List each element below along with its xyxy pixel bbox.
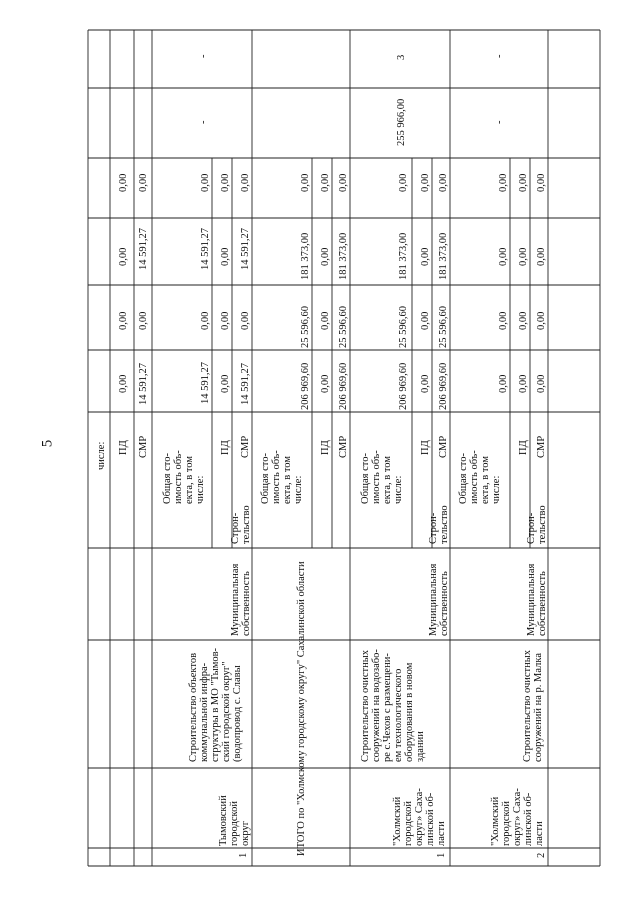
itogo-title: ИТОГО по "Холмскому городскому округу" Сахалинской области: [296, 561, 307, 856]
svg-text:числе:: числе:: [96, 441, 107, 470]
hdr-pd-v4: 0,00: [118, 173, 129, 192]
b3-smr-v2: 25 596,60: [438, 306, 449, 348]
b1-total-v4: 0,00: [200, 173, 211, 192]
b4-total-v3: 0,00: [498, 247, 509, 266]
b4-total-v1: 0,00: [498, 374, 509, 393]
itogo-smr-v1: 206 969,60: [338, 362, 349, 410]
svg-text:Общая сто-имость объ-екта, в т: Общая сто-имость объ-екта, в томчисле:: [162, 450, 206, 504]
hdr-smr-v1: 14 591,27: [138, 363, 149, 405]
svg-text:Общая сто-имость объ-екта, в т: Общая сто-имость объ-екта, в томчисле:: [260, 450, 304, 504]
itogo-total-v4: 0,00: [300, 173, 311, 192]
b1-total-v1: 14 591,27: [200, 362, 211, 404]
b4-ownership: [526, 564, 548, 636]
b3-pd-v2: 0,00: [420, 311, 431, 330]
b4-num: 2: [536, 852, 547, 858]
b3-pd-v1: 0,00: [420, 374, 431, 393]
b3-ownership: [428, 564, 450, 636]
b1-pd-v4: 0,00: [220, 173, 231, 192]
header-smr: СМР: [138, 435, 149, 458]
header-label: [96, 442, 107, 470]
itogo-total-v2: 25 596,60: [300, 306, 311, 348]
svg-text:Строн-тельство: Строн-тельство: [230, 505, 252, 544]
b3-total-v2: 25 596,60: [398, 306, 409, 348]
itogo-pd-v4: 0,00: [320, 173, 331, 192]
b3-smr-v1: 206 969,60: [438, 362, 449, 410]
hdr-pd-v1: 0,00: [118, 374, 129, 393]
b4-smr-v4: 0,00: [536, 173, 547, 192]
hdr-smr-v3: 14 591,27: [138, 228, 149, 270]
itogo-smr-label: СМР: [338, 435, 349, 458]
svg-text:Строн-тельство: Строн-тельство: [428, 505, 450, 544]
b1-extra2: -: [198, 54, 209, 58]
itogo-total-v3: 181 373,00: [300, 232, 311, 280]
b4-total-label: [458, 450, 502, 504]
b4-extra1: -: [494, 120, 505, 124]
b1-ownership: [230, 564, 252, 636]
b4-total-v4: 0,00: [498, 173, 509, 192]
b3-work: [428, 505, 450, 544]
b4-object: [522, 649, 544, 762]
b1-total-v2: 0,00: [200, 311, 211, 330]
b4-smr-v1: 0,00: [536, 374, 547, 393]
svg-text:Муниципальнаясобственность: Муниципальнаясобственность: [230, 563, 252, 636]
b3-extra2: 3: [396, 54, 407, 60]
b3-total-v3: 181 373,00: [398, 232, 409, 280]
svg-text:Муниципальнаясобственность: Муниципальнаясобственность: [526, 563, 548, 636]
b4-pd-v4: 0,00: [518, 173, 529, 192]
b3-num: 1: [436, 852, 447, 858]
b1-work: [230, 505, 252, 544]
b3-smr-label: СМР: [438, 435, 449, 458]
b1-smr-v4: 0,00: [240, 173, 251, 192]
b1-pd-v2: 0,00: [220, 311, 231, 330]
itogo-total-label: [260, 450, 304, 504]
itogo-total-v1: 206 969,60: [300, 362, 311, 410]
svg-text:Общая сто-имость объ-екта, в т: Общая сто-имость объ-екта, в томчисле:: [458, 450, 502, 504]
itogo-pd-label: ПД: [320, 440, 331, 455]
b1-pd-v3: 0,00: [220, 247, 231, 266]
b3-pd-label: ПД: [420, 440, 431, 455]
hdr-pd-v2: 0,00: [118, 311, 129, 330]
b1-pd-label: ПД: [220, 440, 231, 455]
hdr-smr-v4: 0,00: [138, 173, 149, 192]
b1-num: 1: [238, 852, 249, 858]
b3-total-v1: 206 969,60: [398, 362, 409, 410]
b4-work: [526, 505, 548, 544]
b4-smr-label: СМР: [536, 435, 547, 458]
b1-object: [188, 645, 243, 762]
b3-pd-v4: 0,00: [420, 173, 431, 192]
hdr-smr-v2: 0,00: [138, 311, 149, 330]
itogo-pd-v1: 0,00: [320, 374, 331, 393]
svg-text:Строн-тельство: Строн-тельство: [526, 505, 548, 544]
b4-smr-v2: 0,00: [536, 311, 547, 330]
itogo-pd-v3: 0,00: [320, 247, 331, 266]
b1-smr-v1: 14 591,27: [240, 363, 251, 405]
svg-text:"Холмскийгородскойокруг» Саха-: "Холмскийгородскойокруг» Саха-линской об-ласти: [490, 788, 545, 846]
b4-pd-v2: 0,00: [518, 311, 529, 330]
b1-smr-v2: 0,00: [240, 311, 251, 330]
b3-total-v4: 0,00: [398, 173, 409, 192]
svg-text:"Холмскийгородскойокруг» Саха-: "Холмскийгородскойокруг» Саха-линской об-ласти: [392, 788, 447, 846]
b3-total-label: [360, 450, 404, 504]
hdr-pd-v3: 0,00: [118, 247, 129, 266]
b3-extra1: 255 966,00: [396, 98, 407, 146]
b1-pd-v1: 0,00: [220, 374, 231, 393]
page-number: 5: [39, 439, 56, 448]
svg-text:Общая сто-имость объ-екта, в т: Общая сто-имость объ-екта, в томчисле:: [360, 450, 404, 504]
b3-object: [360, 647, 426, 763]
b4-extra2: -: [494, 54, 505, 58]
itogo-smr-v4: 0,00: [338, 173, 349, 192]
itogo-smr-v2: 25 596,60: [338, 306, 349, 348]
b4-smr-v3: 0,00: [536, 247, 547, 266]
b4-district: [490, 788, 545, 846]
b1-district: [218, 795, 251, 846]
svg-text:Муниципальнаясобственность: Муниципальнаясобственность: [428, 563, 450, 636]
b4-pd-v1: 0,00: [518, 374, 529, 393]
itogo-smr-v3: 181 373,00: [338, 232, 349, 280]
b1-smr-v3: 14 591,27: [240, 228, 251, 270]
b3-district: [392, 788, 447, 846]
b3-smr-v3: 181 373,00: [438, 232, 449, 280]
svg-text:Строительство объектов к: Строительство объектов коммунальной инфра- структуры в МО "Тымов- ский городской округ" (водопровод с. Славы: [188, 647, 243, 762]
b1-smr-label: СМР: [240, 435, 251, 458]
b3-pd-v3: 0,00: [420, 247, 431, 266]
svg-text:Строительство очистныхсооружен: Строительство очистныхсооружений на р. Малка: [522, 649, 544, 762]
b1-total-label: [162, 450, 206, 504]
b1-extra1: -: [198, 120, 209, 124]
b1-total-v3: 14 591,27: [200, 228, 211, 270]
header-pd: ПД: [118, 440, 129, 455]
b4-total-v2: 0,00: [498, 311, 509, 330]
itogo-pd-v2: 0,00: [320, 311, 331, 330]
svg-text:Тымовскийгородскойокруг: Тымовскийгородскойокруг: [218, 795, 251, 846]
b4-pd-v3: 0,00: [518, 247, 529, 266]
svg-text:Строительство очистных с: Строительство очистных сооружений на водозабо- ре с.Чехов с размещени- ем технологического оборудования в новом здании: [360, 649, 426, 762]
b4-pd-label: ПД: [518, 440, 529, 455]
b3-smr-v4: 0,00: [438, 173, 449, 192]
